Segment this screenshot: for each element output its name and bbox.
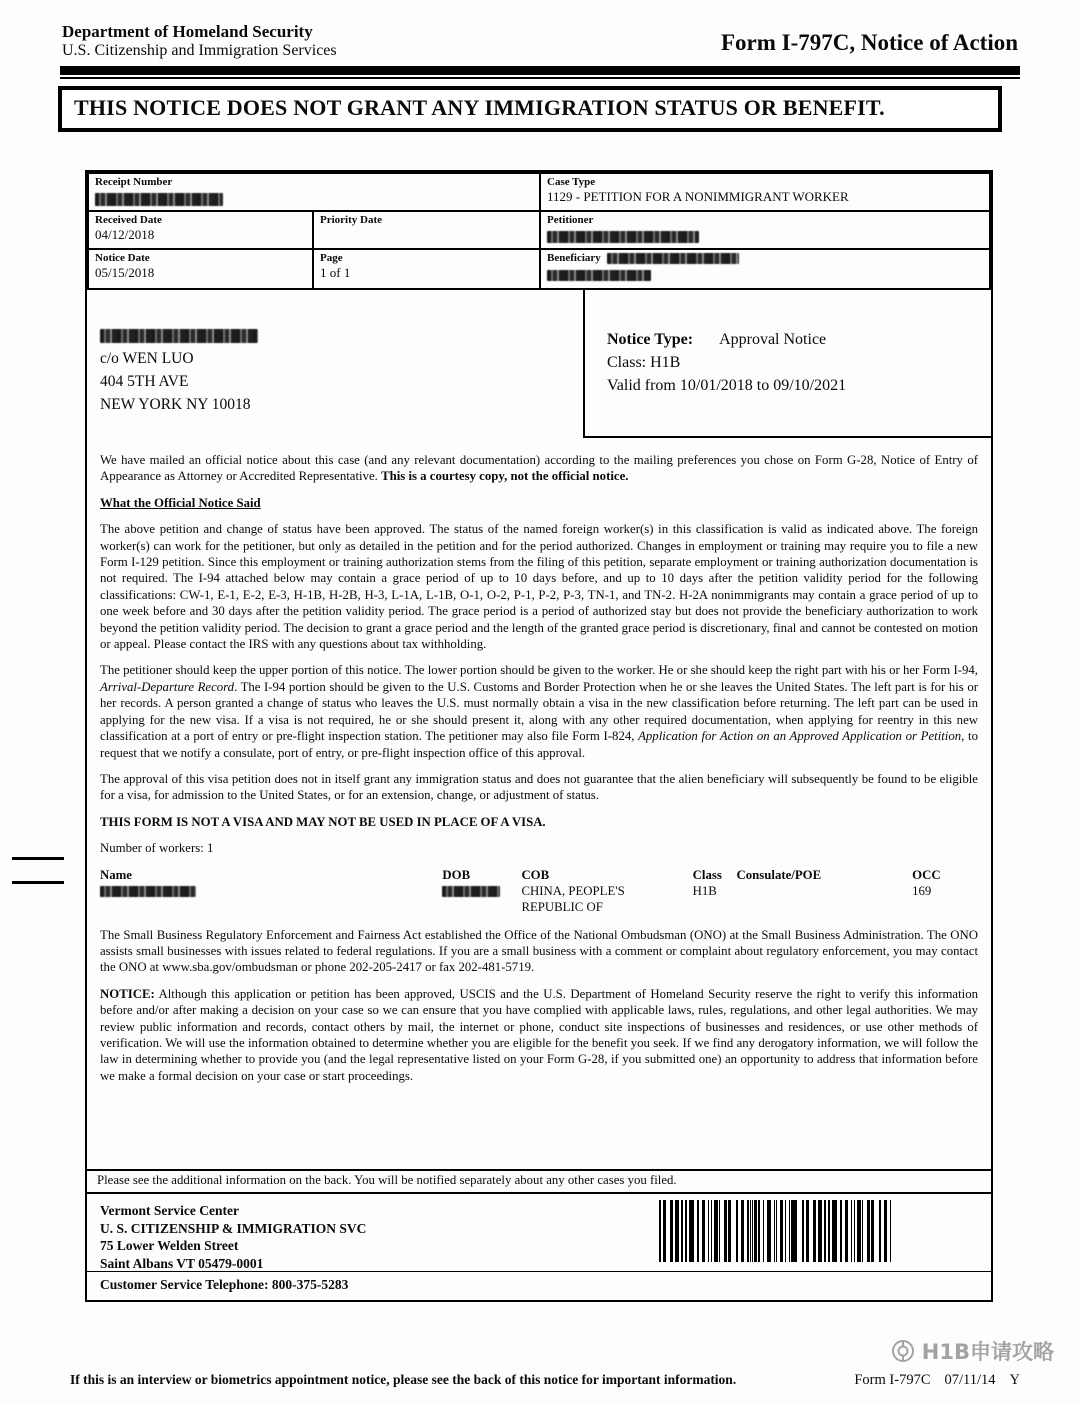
footer-edition-date: 07/11/14: [944, 1372, 996, 1388]
margin-mark: [12, 881, 64, 884]
address-line-city: NEW YORK NY 10018: [100, 396, 251, 413]
notice-date-cell: [88, 249, 313, 289]
paragraph-no-status: The approval of this visa petition does not in itself grant any immigration status and does not guarantee that the alien beneficiary will subsequently be found to be eligible for a visa, for admission to the United States, or for an extension, change, or adjustment of status.: [100, 771, 978, 803]
paragraph-notice: NOTICE: Although this application or petition has been approved, USCIS and the U.S. Department of Homeland Security reserve the right to verify this information before and/or after making a decision on your case so we can ensure that you have complied with applicable laws, rules, regulations, and other legal authorities. We may review public information and records, contact others by mail, the internet or phone, conduct site inspections of businesses and residences, or use other methods of verification. We will use the information obtained to determine whether you are eligible for the benefit you seek. If we find any derogatory information, we will follow the law in determining whether to provide you (and the legal representative listed on your Form G-28, if you submitted one) an opportunity to address that information before we make a formal decision on your case or start proceedings.: [100, 986, 978, 1083]
agency-name: Department of Homeland Security: [62, 22, 313, 41]
received-date-label: Received Date: [95, 214, 162, 226]
worker-table: [100, 867, 978, 915]
worker-name-cell: [100, 883, 442, 915]
case-type-cell: [540, 173, 990, 211]
page-footer: [70, 1372, 1020, 1389]
case-type-value: 1129 - PETITION FOR A NONIMMIGRANT WORKER: [547, 189, 849, 204]
worker-table-header-row: [100, 867, 978, 883]
worker-col-occ: OCC: [912, 867, 941, 882]
watermark-logo-icon: [891, 1339, 915, 1363]
barcode-image: [659, 1200, 891, 1262]
agency-block: [62, 22, 337, 60]
agency-subname: U.S. Citizenship and Immigration Services: [62, 42, 337, 59]
not-a-visa-line: THIS FORM IS NOT A VISA AND MAY NOT BE USED IN PLACE OF A VISA.: [100, 814, 546, 829]
worker-dob-cell: [442, 883, 521, 915]
valid-line: Valid from 10/01/2018 to 09/10/2021: [607, 377, 847, 394]
notice-type-value: Approval Notice: [719, 331, 827, 348]
worker-col-dob: DOB: [442, 867, 471, 882]
worker-col-consulate: Consulate/POE: [736, 867, 822, 882]
paragraph-courtesy: We have mailed an official notice about this case (and any relevant documentation) according to the mailing preferences you chose on Form G-28, Notice of Entry of Appearance as Attorney or Accredited Representative. This is a courtesy copy, not the official notice.: [100, 453, 978, 484]
official-notice-heading: What the Official Notice Said: [100, 495, 261, 510]
notice-date-label: Notice Date: [95, 252, 150, 264]
petitioner-cell: [540, 211, 990, 249]
service-center-city: Saint Albans VT 05479-0001: [100, 1255, 264, 1271]
paragraph-portions: The petitioner should keep the upper portion of this notice. The lower portion should be given to the worker. He or she should keep the right part with his or her Form I-94, Arrival-Departure Record. The I-94 portion should be given to the U.S. Customs and Border Protection when he or she leaves the United States. The left part is for his or her records. A person granted a change of status who leaves the U.S. must normally obtain a visa in the new classification before returning. The left part can be used in applying for the new visa. If a visa is not required, he or she should present it, along with any other required documentation, when applying for reentry in this new classification at a port of entry or pre-flight inspection station. The petitioner may also file Form I-824, Application for Action on an Approved Application or Petition, to request that we notify a consulate, port of entry, or pre-flight inspection office of this approval.: [100, 663, 978, 760]
footer-instruction: If this is an interview or biometrics appointment notice, please see the back of this notice for important information.: [70, 1372, 737, 1387]
service-center-agency: U. S. CITIZENSHIP & IMMIGRATION SVC: [100, 1220, 367, 1236]
footer-form-id: [854, 1372, 1020, 1389]
worker-name-redacted: [100, 886, 196, 897]
notice-main-box: [85, 170, 993, 1302]
worker-dob-redacted: [442, 886, 500, 897]
priority-date-cell: [313, 211, 540, 249]
paragraph-ombudsman: The Small Business Regulatory Enforcement and Fairness Act established the Office of the National Ombudsman (ONO) at the Small Business Administration. The ONO assists small businesses with issues related to federal regulations. If you are a small business with a comment or complaint about regulatory enforcement, you may contact the ONO at www.sba.gov/ombudsman or phone 202-205-2417 or fax 202-481-5719.: [100, 927, 978, 975]
beneficiary-redacted-line1: [607, 253, 739, 264]
footer-letter: Y: [1009, 1372, 1020, 1388]
receipt-number-label: Receipt Number: [95, 176, 173, 188]
notice-type-line: [607, 328, 983, 351]
received-date-cell: [88, 211, 313, 249]
received-date-value: 04/12/2018: [95, 227, 155, 242]
worker-consulate-cell: [737, 883, 913, 915]
case-type-label: Case Type: [547, 176, 596, 188]
worker-occ-cell: 169: [912, 883, 932, 898]
notice-body: [87, 438, 991, 1094]
margin-mark: [12, 857, 64, 860]
worker-class-cell: H1B: [692, 883, 717, 898]
additional-info-strip: Please see the additional information on the back. You will be notified separately about any other cases you filed.: [87, 1169, 991, 1194]
notice-bottom-section: [87, 1169, 991, 1300]
page-value: 1 of 1: [320, 265, 351, 280]
no-benefit-banner: THIS NOTICE DOES NOT GRANT ANY IMMIGRATION STATUS OR BENEFIT.: [58, 86, 1002, 132]
mailing-address-block: [87, 290, 583, 438]
class-line: Class: H1B: [607, 354, 681, 371]
paragraph-approval: The above petition and change of status have been approved. The status of the named foreign worker(s) in this classification is valid as indicated above. The foreign worker(s) can work for the petitioner, but only as detailed in the petition and for the period authorized. Changes in employment or training may require you to file a new Form I-129 petition. Since this employment or training authorization stems from the filing of this petition, separate employment or training authorization documentation is not required. The I-94 attached below may contain a grace period of up to 10 days before, and up to 10 days after the petition validity period for the following classifications: CW-1, E-1, E-2, E-3, H-1B, H-2B, H-3, L-1A, L-1B, O-1, O-2, P-1, P-2, P-3, TN-1, and TN-2. H-2A nonimmigrants may contain a grace period of up to one week before and 30 days after the petition validity period. The grace period is a period of authorized stay but does not provide the beneficiary authorization to work beyond the petition validity period. The decision to grant a grace period and the length of the granted grace period is discretionary, final and cannot be contested on motion or appeal. Please contact the IRS with any questions about tax withholding.: [100, 522, 978, 652]
page-cell: [313, 249, 540, 289]
watermark-text: H1B申请攻略: [921, 1340, 1054, 1364]
service-center-name: Vermont Service Center: [100, 1203, 239, 1218]
service-center-street: 75 Lower Welden Street: [100, 1238, 239, 1253]
worker-cob-cell: CHINA, PEOPLE'S REPUBLIC OF: [521, 883, 625, 914]
addressee-name-redacted: [100, 329, 258, 343]
header-rule: [60, 66, 1020, 75]
watermark: [891, 1336, 1054, 1366]
petitioner-label: Petitioner: [547, 214, 594, 226]
customer-service-phone: Customer Service Telephone: 800-375-5283: [87, 1271, 991, 1300]
notice-type-label: Notice Type:: [607, 331, 694, 348]
notice-type-box: [583, 290, 991, 438]
receipt-number-cell: [88, 173, 540, 211]
petitioner-redacted-value: [547, 231, 699, 243]
worker-table-row: [100, 883, 978, 915]
beneficiary-cell: [540, 249, 990, 289]
service-center-block: [87, 1194, 991, 1300]
priority-date-label: Priority Date: [320, 214, 382, 226]
worker-col-cob: COB: [521, 867, 550, 882]
addressee-redacted-name: [100, 324, 583, 347]
beneficiary-label: Beneficiary: [547, 252, 983, 265]
worker-col-class: Class: [692, 867, 722, 882]
address-line-street: 404 5TH AVE: [100, 373, 189, 390]
document-header: [62, 22, 1018, 60]
address-line-co: c/o WEN LUO: [100, 350, 194, 367]
worker-col-name: Name: [100, 867, 132, 882]
footer-form-number: Form I-797C: [854, 1372, 931, 1388]
receipt-number-redacted-value: [95, 193, 223, 206]
form-title: Form I-797C, Notice of Action: [720, 30, 1018, 55]
beneficiary-redacted-line2: [547, 270, 651, 281]
notice-date-value: 05/15/2018: [95, 265, 155, 280]
number-of-workers: Number of workers: 1: [100, 841, 214, 856]
case-info-table: [87, 172, 991, 290]
address-section: [87, 290, 991, 438]
page-label: Page: [320, 252, 343, 264]
